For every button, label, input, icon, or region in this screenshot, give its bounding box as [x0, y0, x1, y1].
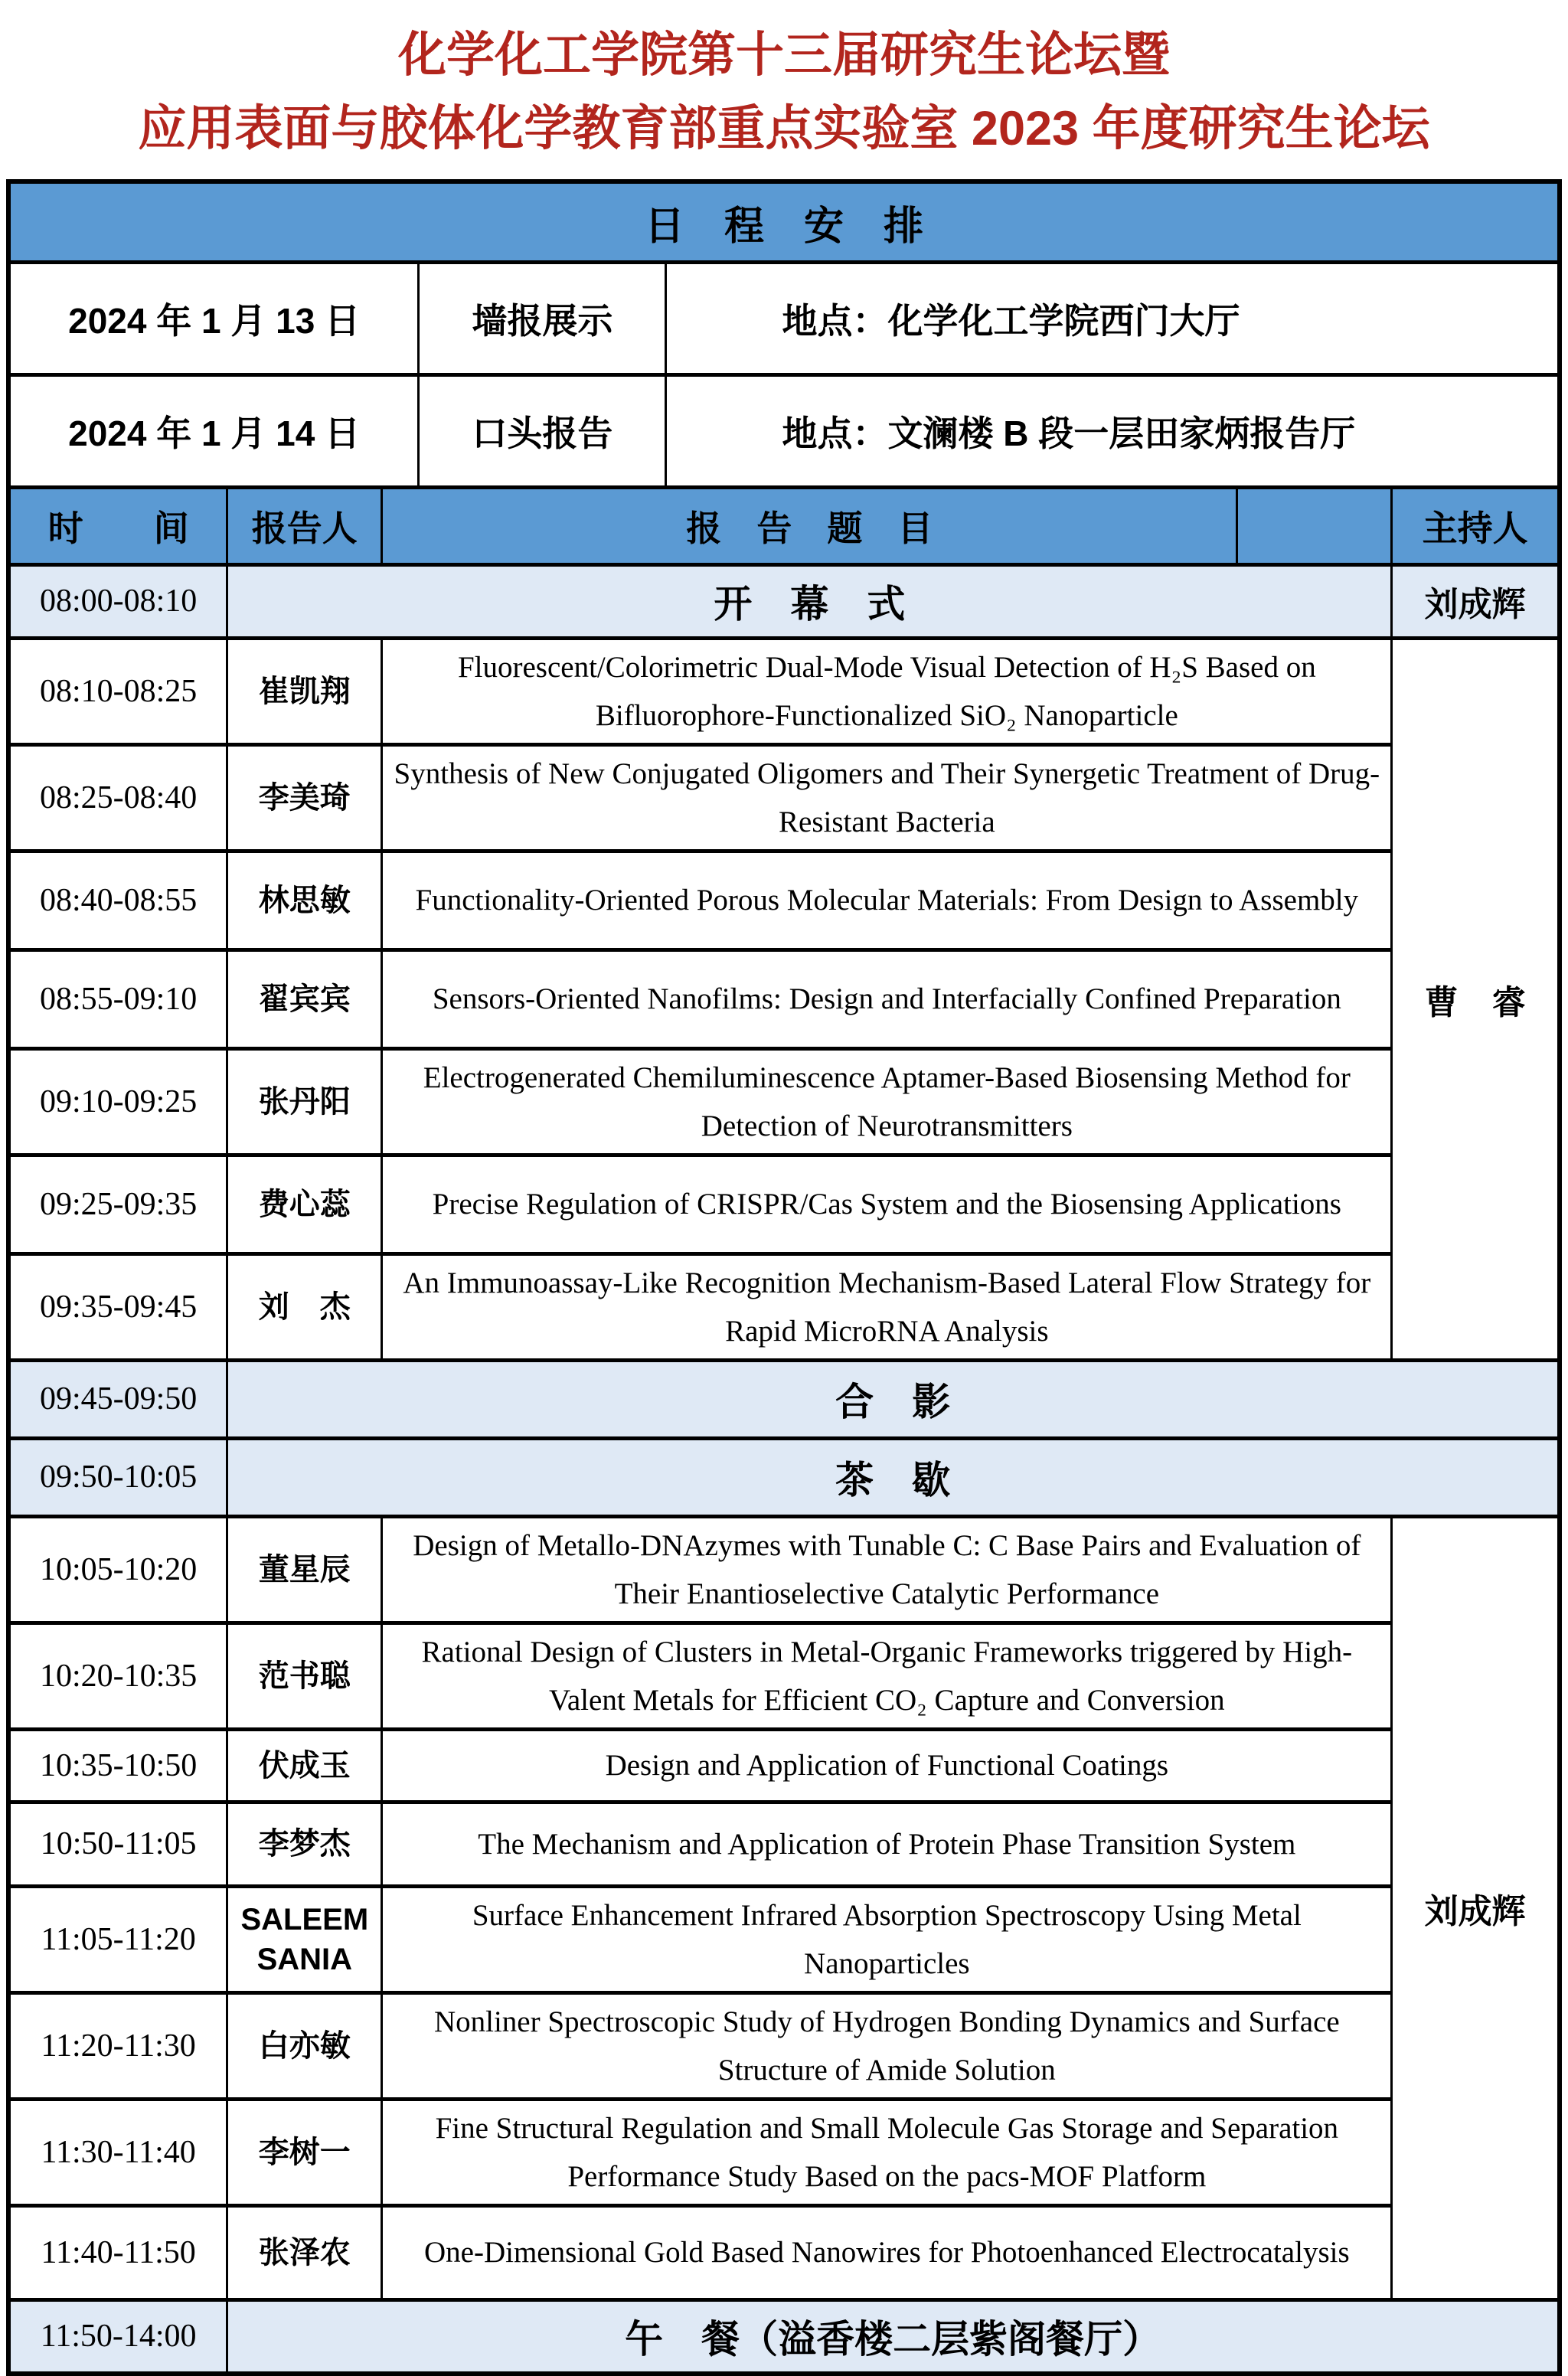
- schedule-table: [11, 489, 1557, 2371]
- time-cell: 09:10-09:25: [11, 1048, 227, 1155]
- talk-row: [11, 1886, 1557, 1992]
- talk-row: [11, 1253, 1557, 1360]
- time-cell: 10:20-10:35: [11, 1623, 227, 1729]
- talk-row: [11, 638, 1557, 744]
- talk-row: [11, 2099, 1557, 2205]
- column-header-row: [11, 489, 1557, 564]
- moderator-cell-session1: 曹 睿: [1392, 638, 1557, 1360]
- talk-title-cell: Design of Metallo-DNAzymes with Tunable C: C Base Pairs and Evaluation of Their Enantioselective Catalytic Performance: [382, 1516, 1392, 1623]
- talk-row: [11, 851, 1557, 949]
- speaker-cell: 刘 杰: [227, 1253, 382, 1360]
- speaker-cell: 张丹阳: [227, 1048, 382, 1155]
- speaker-cell: SALEEM SANIA: [227, 1886, 382, 1992]
- talk-row: [11, 1516, 1557, 1623]
- lunch-row: [11, 2299, 1557, 2371]
- talk-row: [11, 1623, 1557, 1729]
- time-cell: 08:25-08:40: [11, 744, 227, 851]
- talk-row: [11, 1992, 1557, 2099]
- talk-title-cell: Precise Regulation of CRISPR/Cas System and the Biosensing Applications: [382, 1155, 1392, 1253]
- time-cell: 11:20-11:30: [11, 1992, 227, 2099]
- time-cell: 09:35-09:45: [11, 1253, 227, 1360]
- date-row-2: [11, 377, 1557, 489]
- time-cell: 08:00-08:10: [11, 564, 227, 638]
- talk-row: [11, 1802, 1557, 1886]
- schedule-table-sheet: [6, 179, 1562, 2376]
- opening-row: [11, 564, 1557, 638]
- lunch-label: 午 餐（溢香楼二层紫阁餐厅）: [227, 2299, 1557, 2371]
- time-cell: 09:45-09:50: [11, 1360, 227, 1438]
- talk-title-cell: Functionality-Oriented Porous Molecular Materials: From Design to Assembly: [382, 851, 1392, 949]
- talk-row: [11, 949, 1557, 1048]
- talk-title-cell: Rational Design of Clusters in Metal-Organic Frameworks triggered by High-Valent Metals for Efficient CO₂ Capture and Conversion: [382, 1623, 1392, 1729]
- speaker-cell: 李美琦: [227, 744, 382, 851]
- schedule-banner: [11, 184, 1557, 264]
- time-cell: 08:40-08:55: [11, 851, 227, 949]
- talk-title-cell: Fine Structural Regulation and Small Molecule Gas Storage and Separation Performance Study Based on the pacs-MOF Platform: [382, 2099, 1392, 2205]
- location-1: 地点：化学化工学院西门大厅: [665, 264, 1557, 373]
- moderator-cell-session2: 刘成辉: [1392, 1516, 1557, 2299]
- talk-row: [11, 1729, 1557, 1802]
- talk-title-cell: Surface Enhancement Infrared Absorption Spectroscopy Using Metal Nanoparticles: [382, 1886, 1392, 1992]
- page-title-line2: 应用表面与胶体化学教育部重点实验室 2023 年度研究生论坛: [138, 102, 1430, 155]
- photo-row: [11, 1360, 1557, 1438]
- speaker-cell: 李梦杰: [227, 1802, 382, 1886]
- time-cell: 10:50-11:05: [11, 1802, 227, 1886]
- talk-title-cell: An Immunoassay-Like Recognition Mechanism-Based Lateral Flow Strategy for Rapid MicroRNA Analysis: [382, 1253, 1392, 1360]
- col-header-speaker: 报告人: [227, 489, 382, 564]
- talk-title-cell: Sensors-Oriented Nanofilms: Design and Interfacially Confined Preparation: [382, 949, 1392, 1048]
- col-header-moderator: 主持人: [1392, 489, 1557, 564]
- time-cell: 10:05-10:20: [11, 1516, 227, 1623]
- page-title-line1: 化学化工学院第十三届研究生论坛暨: [398, 28, 1170, 82]
- time-cell: 11:40-11:50: [11, 2205, 227, 2299]
- col-header-gap: [1237, 489, 1392, 564]
- time-cell: 10:35-10:50: [11, 1729, 227, 1802]
- tea-break-label: 茶 歇: [227, 1438, 1557, 1516]
- opening-label: 开 幕 式: [227, 564, 1392, 638]
- speaker-cell: 崔凯翔: [227, 638, 382, 744]
- talk-row: [11, 744, 1557, 851]
- event-type-1: 墙报展示: [417, 264, 665, 373]
- tea-break-row: [11, 1438, 1557, 1516]
- page-title: [6, 11, 1562, 179]
- col-header-time: 时 间: [11, 489, 227, 564]
- talk-title-cell: The Mechanism and Application of Protein Phase Transition System: [382, 1802, 1392, 1886]
- event-type-2: 口头报告: [417, 377, 665, 485]
- speaker-cell: 张泽农: [227, 2205, 382, 2299]
- schedule-banner-label: 日 程 安 排: [644, 204, 923, 249]
- talk-title-cell: Synthesis of New Conjugated Oligomers and Their Synergetic Treatment of Drug-Resistant Bacteria: [382, 744, 1392, 851]
- talk-title-cell: Fluorescent/Colorimetric Dual-Mode Visual Detection of H₂S Based on Bifluorophore-Functionalized SiO₂ Nanoparticle: [382, 638, 1392, 744]
- talk-title-cell: One-Dimensional Gold Based Nanowires for Photoenhanced Electrocatalysis: [382, 2205, 1392, 2299]
- speaker-cell: 伏成玉: [227, 1729, 382, 1802]
- date-2: 2024 年 1 月 14 日: [68, 413, 361, 453]
- talk-row: [11, 1155, 1557, 1253]
- speaker-cell: 董星辰: [227, 1516, 382, 1623]
- time-cell: 09:25-09:35: [11, 1155, 227, 1253]
- speaker-cell: 林思敏: [227, 851, 382, 949]
- speaker-cell: 李树一: [227, 2099, 382, 2205]
- time-cell: 11:05-11:20: [11, 1886, 227, 1992]
- speaker-cell: 范书聪: [227, 1623, 382, 1729]
- col-header-title: 报 告 题 目: [382, 489, 1237, 564]
- time-cell: 11:50-14:00: [11, 2299, 227, 2371]
- time-cell: 08:10-08:25: [11, 638, 227, 744]
- photo-label: 合 影: [227, 1360, 1557, 1438]
- speaker-cell: 费心蕊: [227, 1155, 382, 1253]
- moderator-cell: 刘成辉: [1392, 564, 1557, 638]
- speaker-cell: 白亦敏: [227, 1992, 382, 2099]
- talk-title-cell: Electrogenerated Chemiluminescence Aptamer-Based Biosensing Method for Detection of Neurotransmitters: [382, 1048, 1392, 1155]
- location-2: 地点：文澜楼 B 段一层田家炳报告厅: [665, 377, 1557, 485]
- speaker-cell: 翟宾宾: [227, 949, 382, 1048]
- time-cell: 08:55-09:10: [11, 949, 227, 1048]
- talk-title-cell: Nonliner Spectroscopic Study of Hydrogen Bonding Dynamics and Surface Structure of Amide Solution: [382, 1992, 1392, 2099]
- time-cell: 09:50-10:05: [11, 1438, 227, 1516]
- date-1: 2024 年 1 月 13 日: [68, 301, 361, 341]
- talk-row: [11, 1048, 1557, 1155]
- time-cell: 11:30-11:40: [11, 2099, 227, 2205]
- talk-title-cell: Design and Application of Functional Coatings: [382, 1729, 1392, 1802]
- talk-row: [11, 2205, 1557, 2299]
- date-row-1: [11, 264, 1557, 377]
